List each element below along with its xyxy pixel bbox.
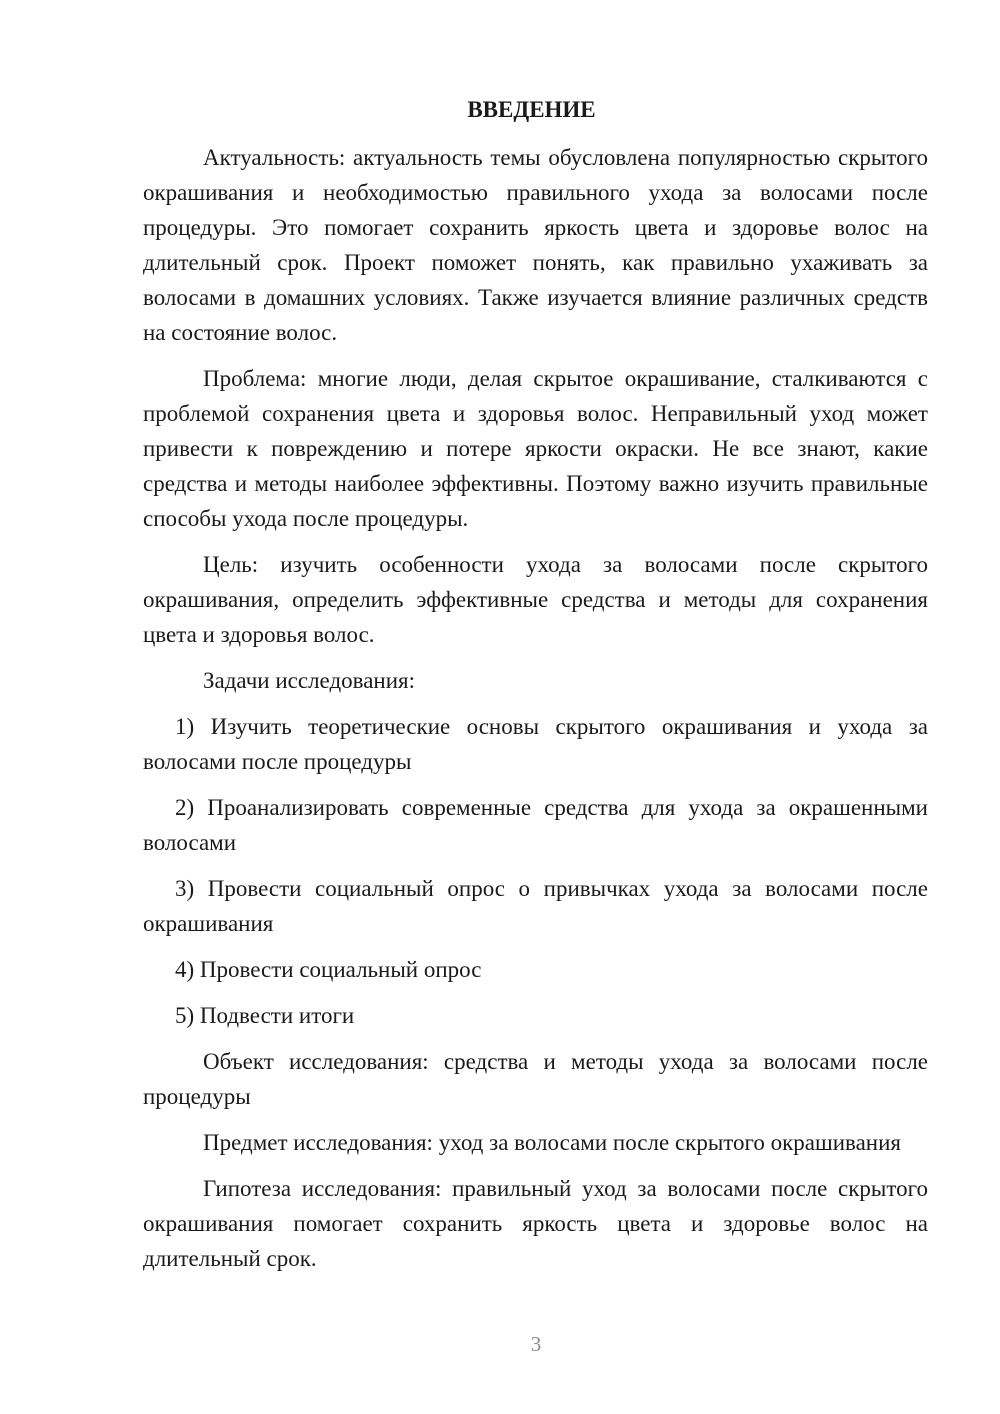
section-title <box>143 92 928 127</box>
document-page <box>143 92 928 1287</box>
task-item-1: 1) Изучить теоретические основы скрытого окрашивания и ухода за волосами после процедуры <box>143 714 928 774</box>
page-number: 3 <box>530 1332 542 1356</box>
task-item-2: 2) Проанализировать современные средства для ухода за окрашенными волосами <box>143 795 928 855</box>
section-title-text: ВВЕДЕНИЕ <box>467 97 596 122</box>
tasks-heading: Задачи исследования: <box>203 668 416 693</box>
task-item-3: 3) Провести социальный опрос о привычках ухода за волосами после окрашивания <box>143 876 928 936</box>
paragraph-object: Объект исследования: средства и методы ухода за волосами после процедуры <box>143 1049 928 1109</box>
paragraph-problem: Проблема: многие люди, делая скрытое окрашивание, сталкиваются с проблемой сохранения цвета и здоровья волос. Неправильный уход может привести к повреждению и потере яркости окраски. Не все знают, какие средства и методы наиболее эффективны. Поэтому важно изучить правильные способы ухода после процедуры. <box>143 366 928 531</box>
paragraph-relevance: Актуальность: актуальность темы обусловлена популярностью скрытого окрашивания и необходимостью правильного ухода за волосами после процедуры. Это помогает сохранить яркость цвета и здоровье волос на длительный срок. Проект поможет понять, как правильно ухаживать за волосами в домашних условиях. Также изучается влияние различных средств на состояние волос. <box>143 145 928 345</box>
paragraph-subject: Предмет исследования: уход за волосами после скрытого окрашивания <box>203 1130 901 1155</box>
paragraph-hypothesis: Гипотеза исследования: правильный уход за волосами после скрытого окрашивания помогает сохранить яркость цвета и здоровье волос на длительный срок. <box>143 1176 928 1271</box>
paragraph-goal: Цель: изучить особенности ухода за волосами после скрытого окрашивания, определить эффективные средства и методы для сохранения цвета и здоровья волос. <box>143 552 928 647</box>
task-item-4: 4) Провести социальный опрос <box>175 957 482 982</box>
task-item-5: 5) Подвести итоги <box>175 1003 355 1028</box>
